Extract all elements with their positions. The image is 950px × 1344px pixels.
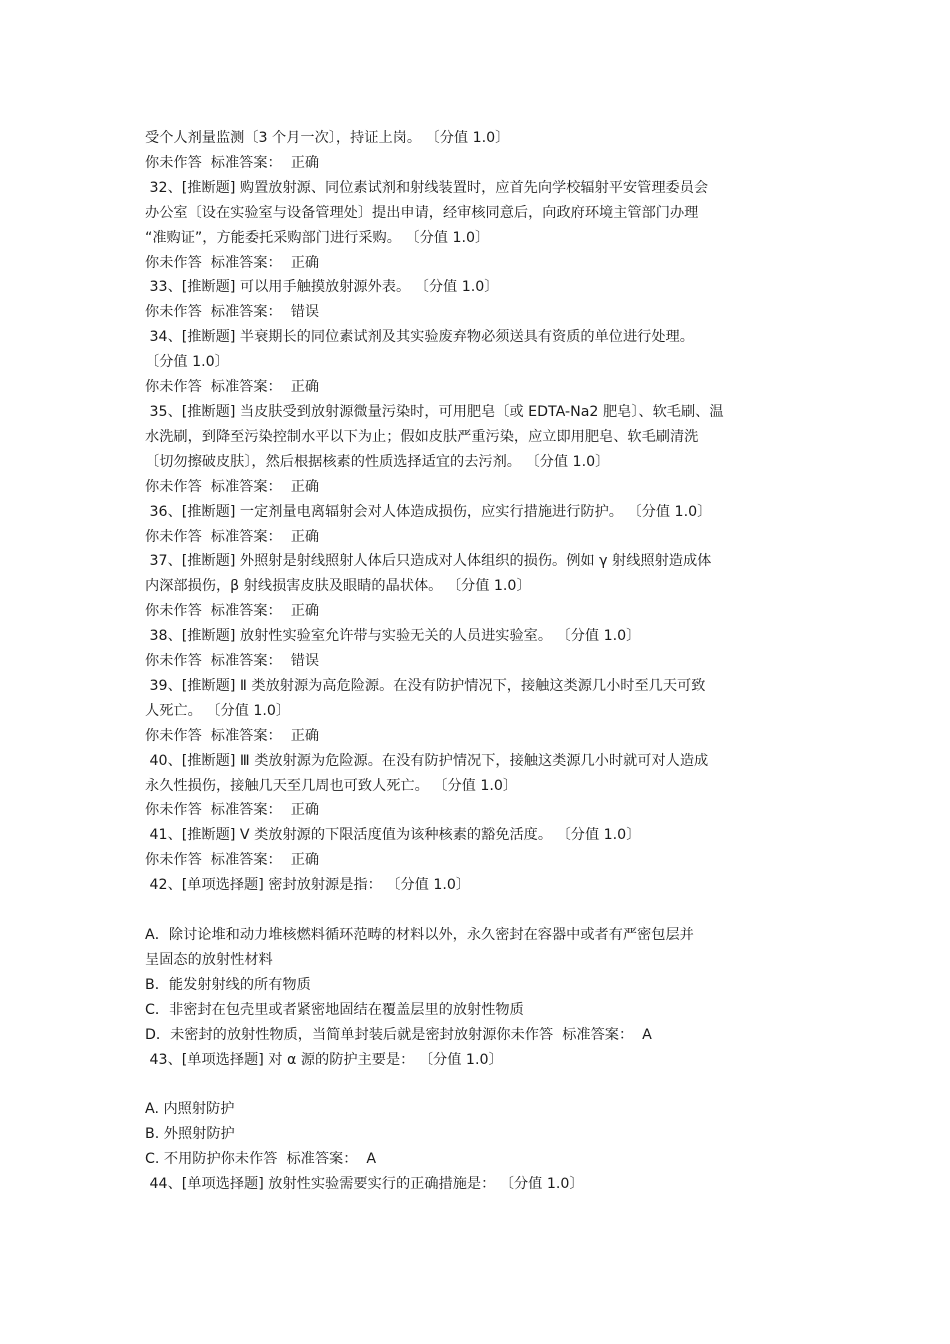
text-line: 内深部损伤，β 射线损害皮肤及眼睛的晶状体。 〔分值 1.0〕 — [145, 578, 531, 595]
text-line: A. 内照射防护 — [145, 1101, 235, 1118]
blank-line — [145, 898, 815, 923]
text-line: 你未作答 标准答案： 正确 — [145, 478, 320, 495]
text-line: “准购证”，方能委托采购部门进行采购。 〔分值 1.0〕 — [145, 229, 490, 246]
text-line: A．除讨论堆和动力堆核燃料循环范畴的材料以外，永久密封在容器中或者有严密包层并 — [145, 926, 694, 943]
text-line: 〔切勿擦破皮肤〕，然后根据核素的性质选择适宜的去污剂。 〔分值 1.0〕 — [145, 453, 610, 470]
text-line: 你未作答 标准答案： 错误 — [145, 304, 320, 321]
text-line: 33、[推断题] 可以用手触摸放射源外表。 〔分值 1.0〕 — [145, 279, 499, 296]
text-line: 36、[推断题] 一定剂量电离辐射会对人体造成损伤，应实行措施进行防护。 〔分值 1.0〕 — [145, 503, 712, 520]
text-line: 你未作答 标准答案： 正确 — [145, 154, 320, 171]
text-line: 你未作答 标准答案： 正确 — [145, 254, 320, 271]
text-line: D．未密封的放射性物质，当简单封装后就是密封放射源你未作答 标准答案： A — [145, 1026, 652, 1043]
blank-line — [145, 1072, 815, 1097]
text-line: 44、[单项选择题] 放射性实验需要实行的正确措施是： 〔分值 1.0〕 — [145, 1176, 584, 1193]
text-line: 人死亡。 〔分值 1.0〕 — [145, 702, 291, 719]
text-line: 41、[推断题] V 类放射源的下限活度值为该种核素的豁免活度。 〔分值 1.0〕 — [145, 827, 641, 844]
document-body — [145, 126, 815, 1197]
text-line: 〔分值 1.0〕 — [145, 354, 229, 371]
text-line: 你未作答 标准答案： 正确 — [145, 802, 320, 819]
text-line: 43、[单项选择题] 对 α 源的防护主要是： 〔分值 1.0〕 — [145, 1051, 503, 1068]
text-line: 你未作答 标准答案： 正确 — [145, 727, 320, 744]
text-line: 32、[推断题] 购置放射源、同位素试剂和射线装置时，应首先向学校辐射平安管理委员会 — [145, 179, 709, 196]
text-line: 40、[推断题] Ⅲ 类放射源为危险源。在没有防护情况下，接触这类源几小时就可对人造成 — [145, 752, 709, 769]
text-line: 永久性损伤，接触几天至几周也可致人死亡。 〔分值 1.0〕 — [145, 777, 518, 794]
text-line: 你未作答 标准答案： 正确 — [145, 852, 320, 869]
text-line: 办公室〔设在实验室与设备管理处〕提出申请，经审核同意后，向政府环境主管部门办理 — [145, 204, 699, 221]
text-line: 34、[推断题] 半衰期长的同位素试剂及其实验废弃物必须送具有资质的单位进行处理。 — [145, 329, 694, 346]
text-line: 水洗刷，到降至污染控制水平以下为止；假如皮肤严重污染，应立即用肥皂、软毛刷清洗 — [145, 428, 699, 445]
text-line: 35、[推断题] 当皮肤受到放射源微量污染时，可用肥皂〔或 EDTA-Na2 肥皂〕、软毛刷、温 — [145, 403, 724, 420]
text-line: 42、[单项选择题] 密封放射源是指： 〔分值 1.0〕 — [145, 877, 471, 894]
text-line: 受个人剂量监测〔3 个月一次〕，持证上岗。 〔分值 1.0〕 — [145, 130, 510, 146]
text-line: C．非密封在包壳里或者紧密地固结在覆盖层里的放射性物质 — [145, 1001, 524, 1018]
text-line: 39、[推断题] Ⅱ 类放射源为高危险源。在没有防护情况下，接触这类源几小时至几天可致 — [145, 677, 706, 694]
text-line: C. 不用防护你未作答 标准答案： A — [145, 1151, 377, 1168]
text-line: 呈固态的放射性材料 — [145, 951, 273, 968]
text-line: 38、[推断题] 放射性实验室允许带与实验无关的人员进实验室。 〔分值 1.0〕 — [145, 628, 641, 645]
text-line: B. 外照射防护 — [145, 1126, 235, 1143]
text-line: 你未作答 标准答案： 错误 — [145, 653, 320, 670]
text-line: 你未作答 标准答案： 正确 — [145, 379, 320, 396]
text-line: B．能发射射线的所有物质 — [145, 976, 311, 993]
text-line: 37、[推断题] 外照射是射线照射人体后只造成对人体组织的损伤。例如 γ 射线照射造成体 — [145, 553, 712, 570]
text-line: 你未作答 标准答案： 正确 — [145, 603, 320, 620]
text-line: 你未作答 标准答案： 正确 — [145, 528, 320, 545]
